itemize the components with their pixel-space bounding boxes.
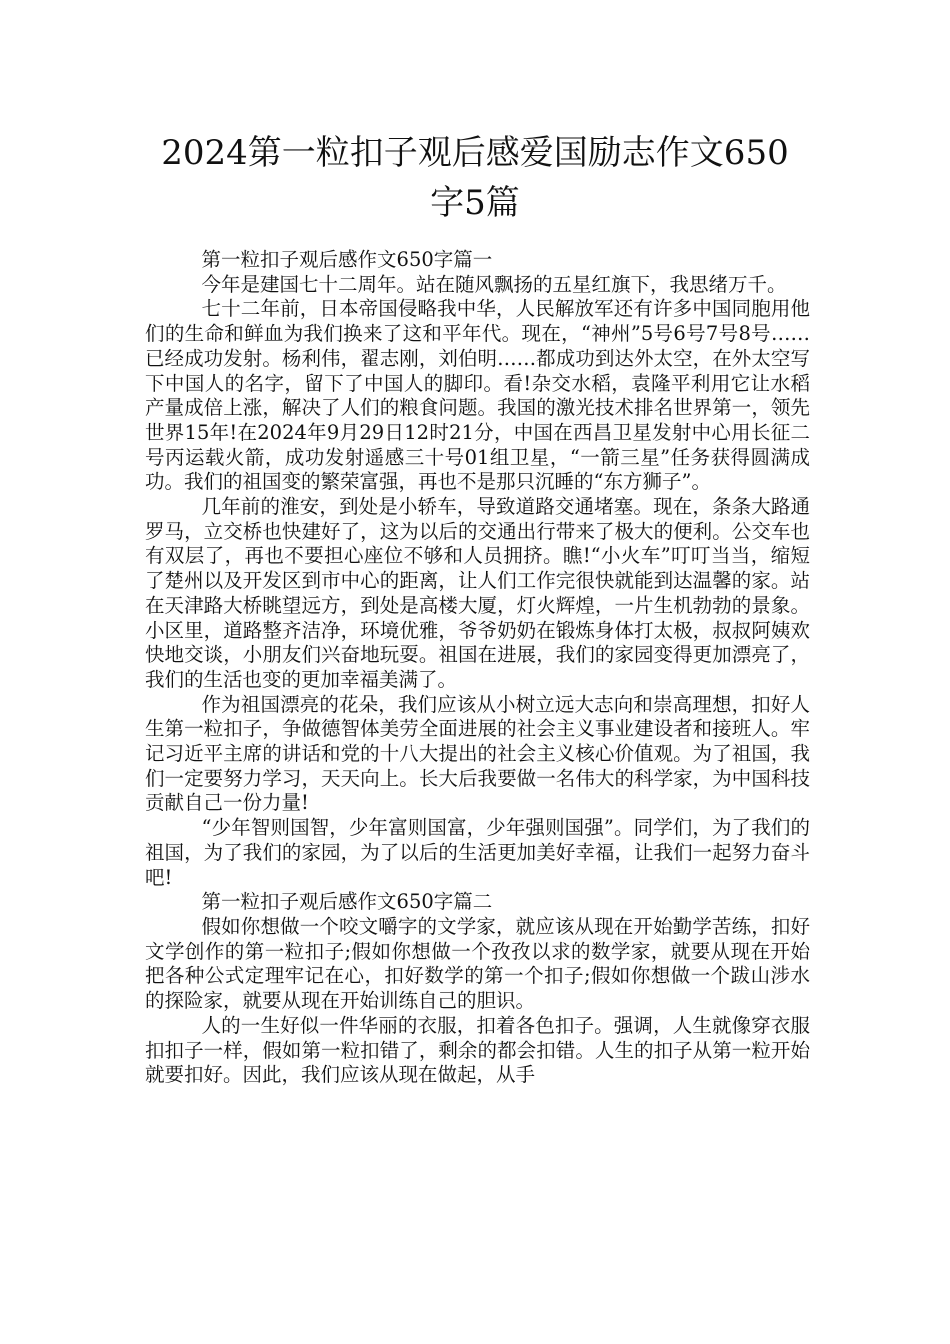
paragraph: 人的一生好似一件华丽的衣服，扣着各色扣子。强调，人生就像穿衣服扣扣子一样，假如第一粒扣错了，剩余的都会扣错。人生的扣子从第一粒开始就要扣好。因此，我们应该从现在做起，从手	[145, 1013, 810, 1087]
paragraph: 今年是建国七十二周年。站在随风飘扬的五星红旗下，我思绪万千。	[201, 272, 787, 296]
section-heading-2: 第一粒扣子观后感作文650字篇二	[201, 890, 493, 914]
section-heading-1: 第一粒扣子观后感作文650字篇一	[201, 248, 493, 271]
paragraph: 作为祖国漂亮的花朵，我们应该从小树立远大志向和崇高理想，扣好人生第一粒扣子，争做德智体美劳全面进展的社会主义事业建设者和接班人。牢记习近平主席的讲话和党的十八大提出的社会主义核心价值观。为了祖国，我们一定要努力学习，天天向上。长大后我要做一名伟大的科学家，为中国科技贡献自己一份力量!	[145, 692, 810, 815]
document-body	[145, 248, 810, 1088]
paragraph: 七十二年前，日本帝国侵略我中华，人民解放军还有许多中国同胞用他们的生命和鲜血为我们换来了这和平年代。现在，“神州”5号6号7号8号……已经成功发射。杨利伟，翟志刚，刘伯明……都成功到达外太空，在外太空写下中国人的名字，留下了中国人的脚印。看!杂交水稻，袁隆平利用它让水稻产量成倍上涨，解决了人们的粮食问题。我国的激光技术排名世界第一，领先世界15年!在2024年9月29日12时21分，中国在西昌卫星发射中心用长征二号丙运载火箭，成功发射遥感三十号01组卫星，“一箭三星”任务获得圆满成功。我们的祖国变的繁荣富强，再也不是那只沉睡的“东方狮子”。	[145, 297, 810, 494]
paragraph: 几年前的淮安，到处是小轿车，导致道路交通堵塞。现在，条条大路通罗马，立交桥也快建好了，这为以后的交通出行带来了极大的便利。公交车也有双层了，再也不要担心座位不够和人员拥挤。瞧!“小火车”叮叮当当，缩短了楚州以及开发区到市中心的距离，让人们工作完很快就能到达温馨的家。站在天津路大桥眺望远方，到处是高楼大厦，灯火辉煌，一片生机勃勃的景象。小区里，道路整齐洁净，环境优雅，爷爷奶奶在锻炼身体打太极，叔叔阿姨欢快地交谈，小朋友们兴奋地玩耍。祖国在进展，我们的家园变得更加漂亮了，我们的生活也变的更加幸福美满了。	[145, 495, 810, 691]
title-line-2: 字5篇	[430, 183, 520, 223]
paragraph: 假如你想做一个咬文嚼字的文学家，就应该从现在开始勤学苦练，扣好文学创作的第一粒扣子;假如你想做一个孜孜以求的数学家，就要从现在开始把各种公式定理牢记在心，扣好数学的第一个扣子;假如你想做一个跋山涉水的探险家，就要从现在开始训练自己的胆识。	[145, 914, 810, 1013]
title-line-1: 2024第一粒扣子观后感爱国励志作文650	[161, 133, 789, 173]
paragraph: “少年智则国智，少年富则国富，少年强则国强”。同学们，为了我们的祖国，为了我们的家园，为了以后的生活更加美好幸福，让我们一起努力奋斗吧!	[145, 816, 810, 889]
document-title	[140, 128, 810, 228]
